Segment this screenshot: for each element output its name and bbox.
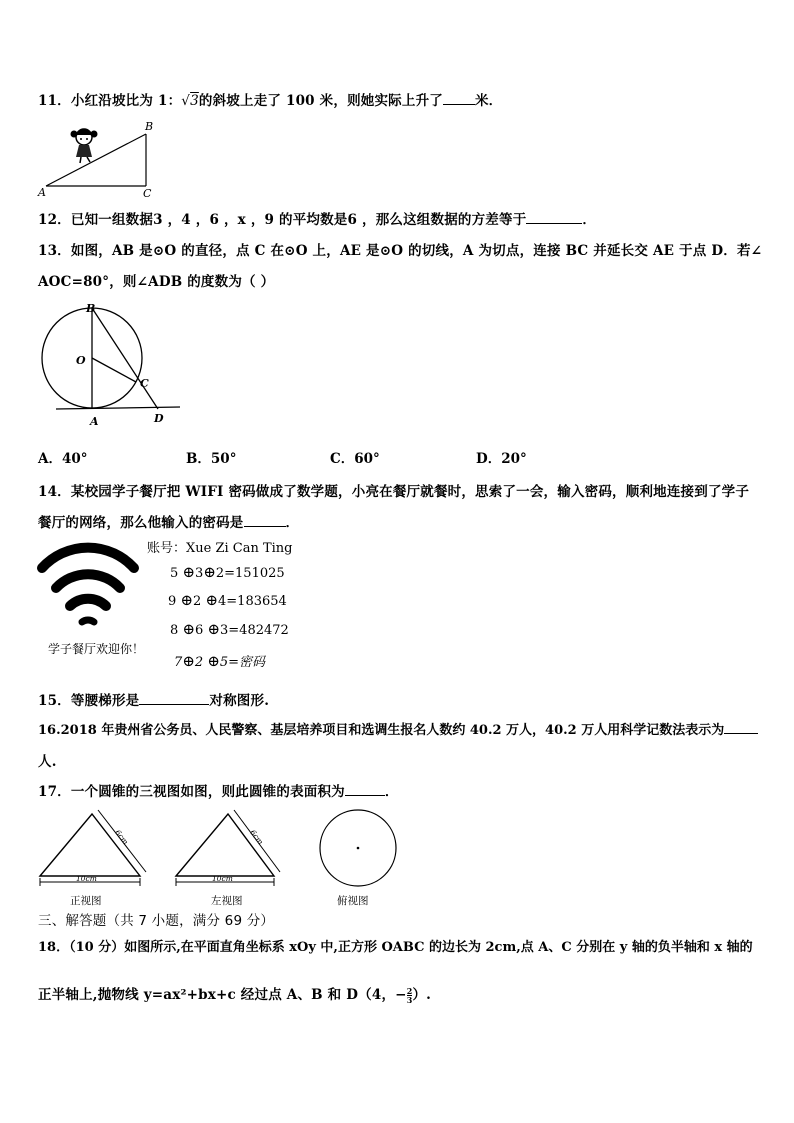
eq1-b: 3 [195,566,204,581]
front-base-label: 10cm [76,874,97,883]
eq3-result: =482472 [228,623,289,638]
label-O: O [76,354,86,367]
eq4-a: 7 [174,655,183,670]
wifi-eq1 [170,563,285,581]
circle-plus-icon: ⊕ [182,652,195,670]
side-base-label: 10cm [212,874,233,883]
girl-icon [71,129,98,163]
q15-text [38,689,269,709]
q12-answer-blank [526,211,582,224]
eq4-b: 2 [194,655,204,670]
option-b: B．50° [186,451,237,467]
section-title: 三、解答题（共 7 小题，满分 69 分） [38,913,275,929]
q11-part-b: 的斜坡上走了 100 米，则她实际上升了 [198,93,443,109]
label-A: A [90,415,99,428]
q12-part-b: ． [582,212,597,228]
eq2-a: 9 [168,594,177,609]
circle-plus-icon: ⊕ [207,620,220,638]
q12-part-a: 12．已知一组数据3 ，4 ，6 ，x ，9 的平均数是6 ，那么这组数据的方差等于 [38,212,527,228]
wifi-eq4 [174,651,265,670]
q18-line2 [38,983,431,1004]
q18-line1: 18．（10 分）如图所示,在平面直角坐标系 xOy 中,正方形 OABC 的边长为 2cm,点 A、C 分别在 y 轴的负半轴和 x 轴的 [38,940,753,955]
q17-text [38,780,399,800]
circle-plus-icon: ⊕ [182,563,195,581]
q15-part-b: 对称图形. [209,693,270,709]
q17-part-b: ． [384,784,399,800]
front-view [40,810,146,886]
circle-plus-icon: ⊕ [207,652,220,670]
q16-line2: 人. [38,754,57,770]
caption-front: 正视图 [70,895,102,907]
q13-line2: AOC=80°，则∠ADB 的度数为（ ） [38,274,275,290]
eq1-a: 5 [170,566,179,581]
eq2-result: =183654 [226,594,287,609]
eq4-c: 5 [219,655,229,670]
circle-plus-icon: ⊕ [180,591,193,609]
eq3-b: 6 [195,623,204,638]
q15-part-a: 15．等腰梯形是 [38,693,140,709]
wifi-eq2 [168,591,287,609]
eq2-b: 2 [193,594,202,609]
q12-text [38,208,596,228]
caption-side: 左视图 [211,895,243,907]
sqrt-symbol: √3 [181,93,199,109]
side-slant-label: 6cm [248,828,266,847]
cone-views [34,804,414,890]
circle-diagram [34,298,194,430]
sqrt-radicand: 3 [190,93,199,109]
q11-part-c: 米． [474,93,503,109]
eq1-c: 2 [215,566,225,581]
q17-answer-blank [345,783,385,796]
q16-line1 [38,719,758,738]
label-B: B [145,120,154,133]
label-C: C [140,377,149,390]
eq3-a: 8 [170,623,179,638]
eq3-c: 3 [220,623,229,638]
q14-line2 [38,511,299,531]
side-view [176,810,280,886]
q14-answer-blank [244,514,286,527]
q14-part-a: 餐厅的网络，那么他输入的密码是 [38,515,244,531]
q18-part-a: 正半轴上,抛物线 y=ax²+bx+c 经过点 A、B 和 D（4，− [38,987,407,1003]
q15-answer-blank [139,692,209,705]
q11-text [38,89,502,109]
top-view [320,810,396,886]
eq1-result: =151025 [224,566,285,581]
wifi-icon [36,540,146,635]
eq2-c: 4 [218,594,227,609]
label-C: C [143,187,152,200]
q14-part-b: ． [285,515,300,531]
circle-plus-icon: ⊕ [205,591,218,609]
q13-line1: 13．如图，AB 是⊙O 的直径，点 C 在⊙O 上，AE 是⊙O 的切线，A 为切点，连接 BC 并延长交 AE 于点 D．若∠ [38,243,763,259]
q11-part-a: 11．小红沿坡比为 1： [38,93,182,109]
circle-plus-icon: ⊕ [182,620,195,638]
frac-denominator: 3 [406,995,413,1005]
label-B: B [86,302,96,315]
q14-line1: 14．某校园学子餐厅把 WIFI 密码做成了数学题，小亮在餐厅就餐时，思索了一会，输入密码，顺利地连接到了学子 [38,484,750,500]
label-A: A [38,186,46,199]
q16-part-a: 16.2018 年贵州省公务员、人民警察、基层培养项目和选调生报名人数约 40.2 万人，40.2 万人用科学记数法表示为 [38,723,725,738]
q18-part-b: ）. [412,987,432,1003]
circle-plus-icon: ⊕ [203,563,216,581]
q11-answer-blank [443,92,475,105]
option-d: D．20° [476,451,527,467]
label-D: D [154,412,164,425]
option-a: A．40° [38,451,88,467]
q16-answer-blank [724,721,758,734]
eq4-result: =密码 [228,655,266,670]
wifi-account: 账号：Xue Zi Can Ting [147,541,293,556]
slope-diagram [36,117,166,202]
wifi-welcome: 学子餐厅欢迎你！ [48,642,145,656]
caption-top: 俯视图 [337,895,369,907]
wifi-eq3 [170,620,289,638]
option-c: C．60° [330,451,380,467]
frac-numerator: 2 [406,986,413,996]
front-slant-label: 6cm [113,828,131,847]
q17-part-a: 17．一个圆锥的三视图如图，则此圆锥的表面积为 [38,784,345,800]
